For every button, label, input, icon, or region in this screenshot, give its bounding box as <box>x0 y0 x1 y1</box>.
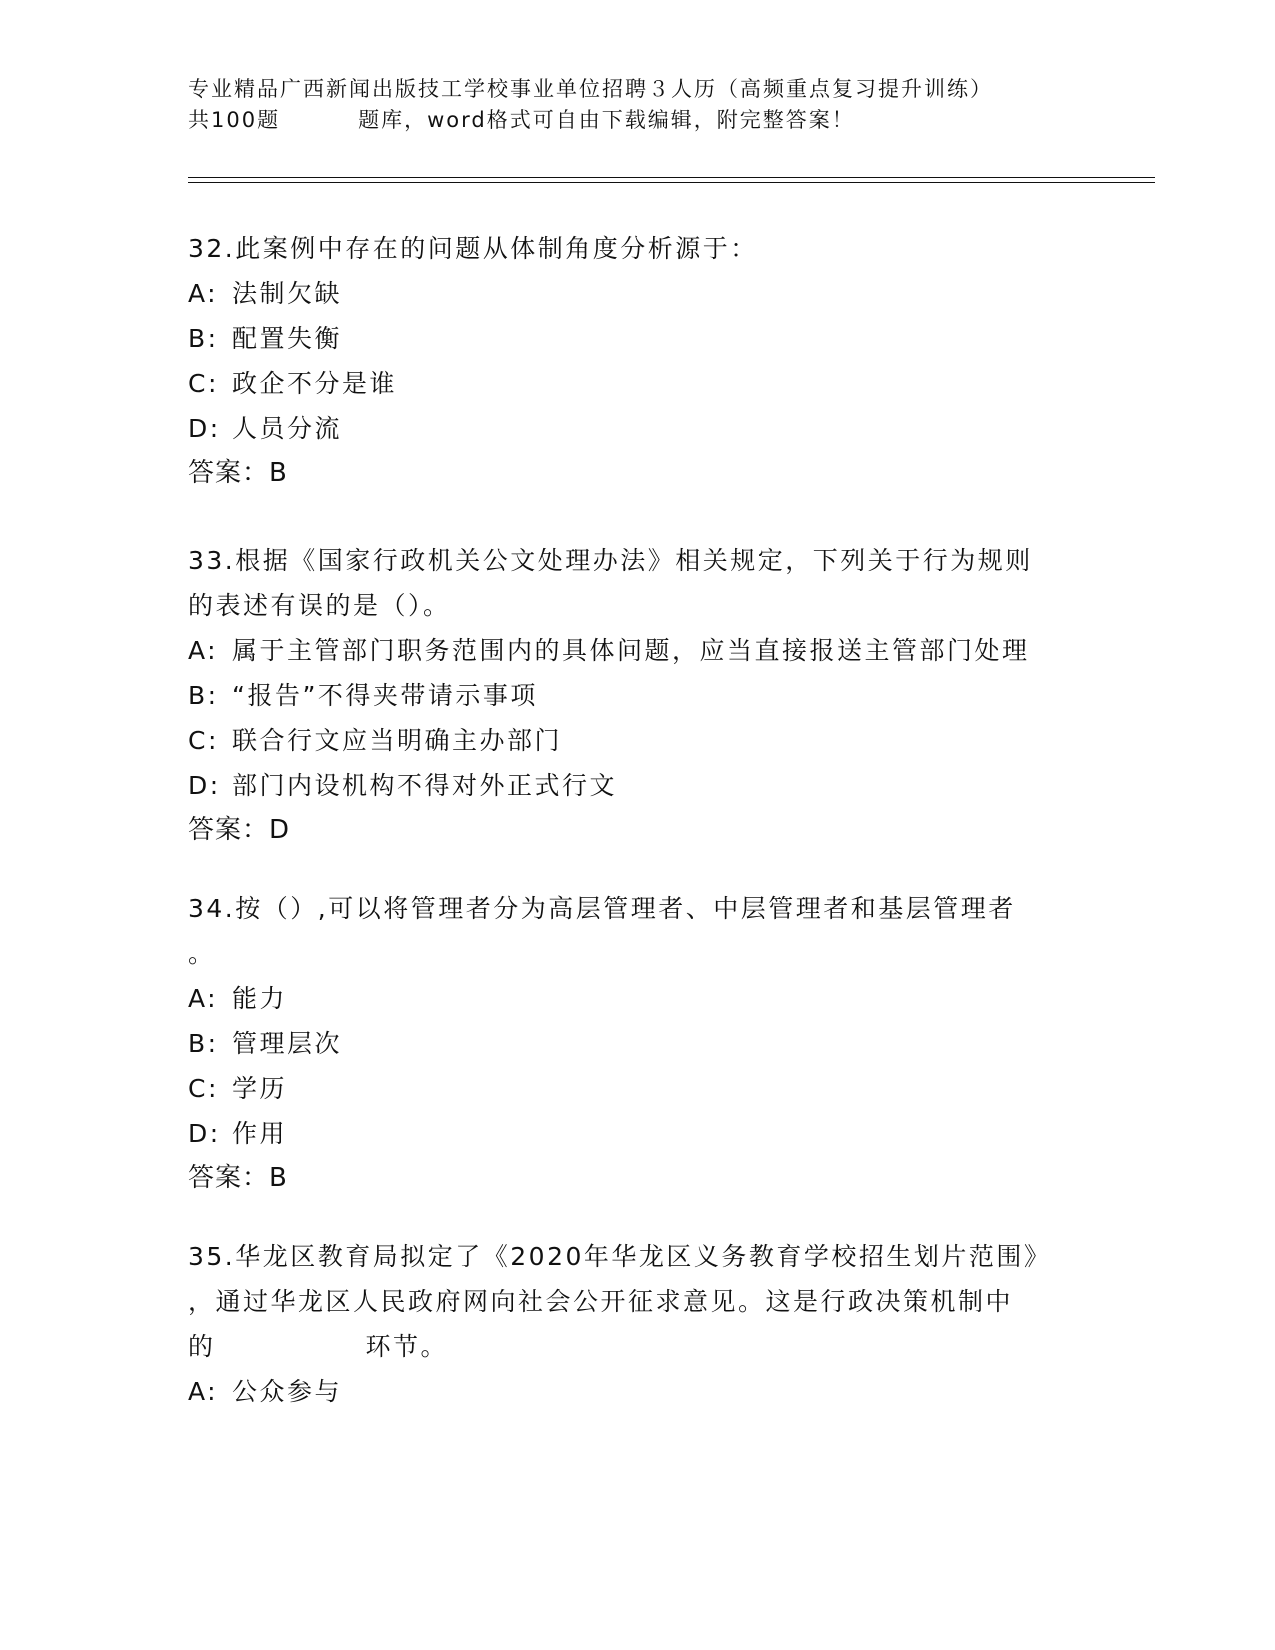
answer-label: 答案：B <box>188 1163 288 1193</box>
option-text: 管理层次 <box>232 1029 343 1058</box>
option-d <box>188 406 1088 451</box>
option-a <box>188 976 1088 1021</box>
question-stem-blank-line <box>188 1324 1088 1369</box>
option-a <box>188 1369 1088 1414</box>
question-stem-continued: ，通过华龙区人民政府网向社会公开征求意见。这是行政决策机制中 <box>188 1287 1014 1316</box>
option-key: A: <box>188 984 219 1013</box>
option-text: 学历 <box>232 1074 288 1103</box>
option-key: A: <box>188 636 219 665</box>
option-key: D: <box>188 1119 221 1148</box>
header-count: 共100题 <box>188 108 281 132</box>
header-subtitle <box>188 105 1088 136</box>
option-c <box>188 361 1088 406</box>
option-key: B: <box>188 681 219 710</box>
header-divider-bottom <box>188 182 1155 183</box>
option-text: 部门内设机构不得对外正式行文 <box>232 771 618 800</box>
stem-text-after-blank: 环节。 <box>365 1332 449 1361</box>
option-text: “报告”不得夹带请示事项 <box>232 681 538 710</box>
question-stem: 34.按（）,可以将管理者分为高层管理者、中层管理者和基层管理者 <box>188 894 1016 923</box>
option-key: A: <box>188 279 219 308</box>
document-header <box>188 74 1088 136</box>
option-key: B: <box>188 324 219 353</box>
option-text: 人员分流 <box>232 414 343 443</box>
option-a <box>188 271 1088 316</box>
question-33 <box>188 538 1088 853</box>
answer-label: 答案：D <box>188 815 291 845</box>
option-b <box>188 316 1088 361</box>
header-description: 题库，word格式可自由下载编辑，附完整答案！ <box>358 108 855 132</box>
question-stem: 33.根据《国家行政机关公文处理办法》相关规定，下列关于行为规则 <box>188 546 1033 575</box>
option-key: A: <box>188 1377 219 1406</box>
question-stem: 35.华龙区教育局拟定了《2020年华龙区义务教育学校招生划片范围》 <box>188 1242 1052 1271</box>
option-d <box>188 763 1088 808</box>
option-b <box>188 1021 1088 1066</box>
question-stem: 32.此案例中存在的问题从体制角度分析源于： <box>188 234 758 263</box>
option-key: B: <box>188 1029 219 1058</box>
option-text: 联合行文应当明确主办部门 <box>232 726 563 755</box>
answer-label: 答案：B <box>188 458 288 488</box>
option-text: 配置失衡 <box>232 324 343 353</box>
option-key: D: <box>188 771 221 800</box>
option-c <box>188 718 1088 763</box>
option-key: C: <box>188 369 219 398</box>
option-text: 属于主管部门职务范围内的具体问题，应当直接报送主管部门处理 <box>232 636 1030 665</box>
question-stem-continued: 。 <box>188 939 216 968</box>
header-divider-top <box>188 177 1155 178</box>
question-34 <box>188 886 1088 1201</box>
option-b <box>188 673 1088 718</box>
option-key: C: <box>188 1074 219 1103</box>
question-35 <box>188 1234 1088 1414</box>
option-text: 作用 <box>232 1119 288 1148</box>
option-key: D: <box>188 414 221 443</box>
option-text: 法制欠缺 <box>232 279 343 308</box>
option-text: 政企不分是谁 <box>232 369 398 398</box>
header-title: 专业精品广西新闻出版技工学校事业单位招聘３人历（高频重点复习提升训练） <box>188 77 993 101</box>
stem-text-before-blank: 的 <box>188 1332 216 1361</box>
question-stem-continued: 的表述有误的是（）。 <box>188 591 451 620</box>
question-32 <box>188 226 1088 496</box>
option-text: 能力 <box>232 984 288 1013</box>
option-key: C: <box>188 726 219 755</box>
option-c <box>188 1066 1088 1111</box>
option-d <box>188 1111 1088 1156</box>
option-text: 公众参与 <box>232 1377 343 1406</box>
option-a <box>188 628 1088 673</box>
